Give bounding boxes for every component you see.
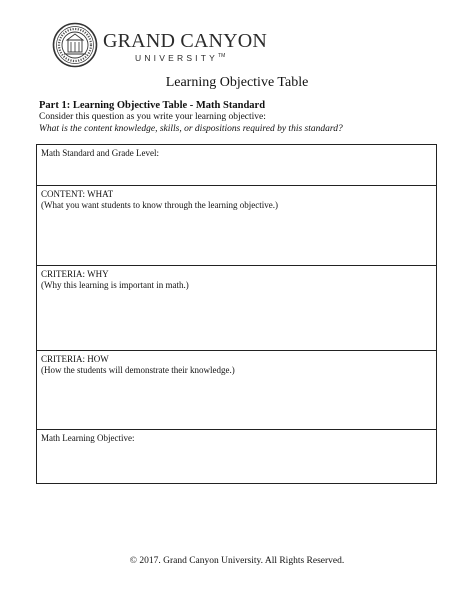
instruction-text: Consider this question as you write your learning objective: (39, 112, 266, 122)
row-label: Math Standard and Grade Level: (41, 148, 159, 158)
row-label: CONTENT: WHAT (41, 189, 114, 199)
row-hint: (How the students will demonstrate their knowledge.) (41, 365, 235, 375)
table-row-content-what[interactable] (37, 186, 436, 266)
university-logo (52, 22, 268, 72)
copyright-footer: © 2017. Grand Canyon University. All Rights Reserved. (129, 556, 345, 566)
learning-objective-table (36, 144, 437, 484)
table-row-criteria-how[interactable] (37, 351, 436, 430)
university-seal-icon (52, 22, 98, 68)
university-subtitle: UNIVERSITY™ (135, 53, 226, 63)
university-name: GRAND CANYON (103, 30, 268, 52)
guiding-question: What is the content knowledge, skills, or dispositions required by this standard? (39, 124, 343, 134)
table-row-criteria-why[interactable] (37, 266, 436, 351)
row-hint: (Why this learning is important in math.) (41, 280, 189, 290)
row-label: Math Learning Objective: (41, 433, 135, 443)
table-row-math-learning-objective[interactable] (37, 430, 436, 484)
row-label: CRITERIA: HOW (41, 354, 109, 364)
row-label: CRITERIA: WHY (41, 269, 109, 279)
document-title: Learning Objective Table (165, 75, 309, 90)
part-heading: Part 1: Learning Objective Table - Math Standard (39, 100, 266, 111)
table-row-math-standard[interactable] (37, 145, 436, 186)
row-hint: (What you want students to know through the learning objective.) (41, 200, 278, 210)
trademark-mark: TM (218, 53, 226, 59)
